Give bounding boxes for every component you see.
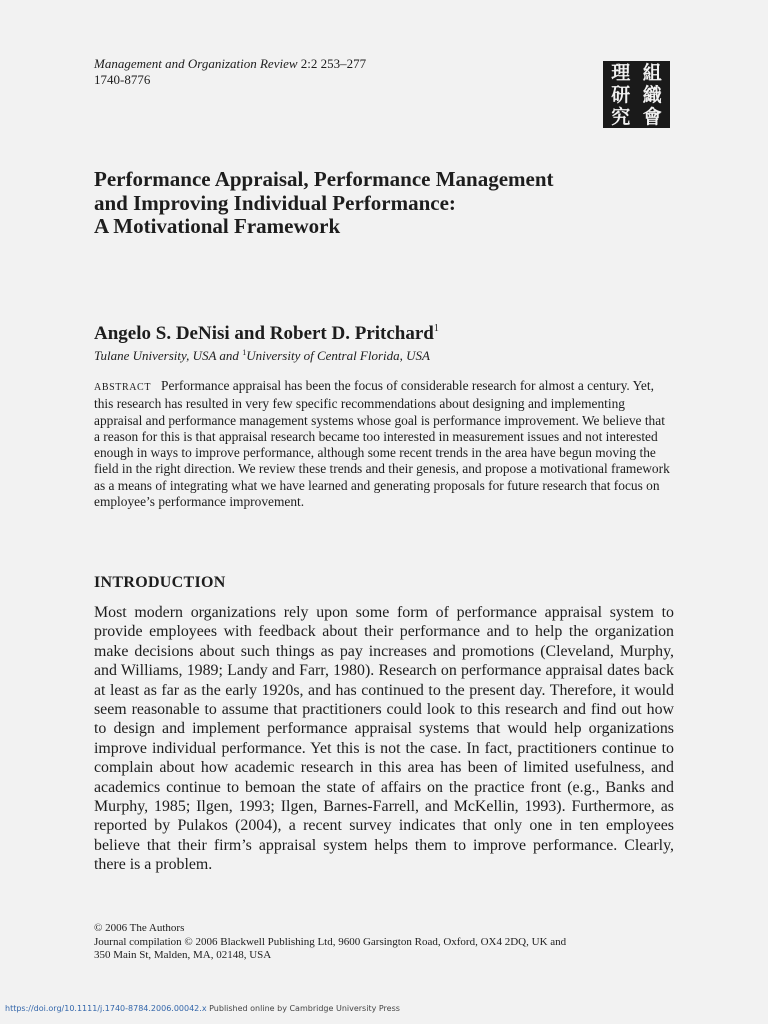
logo-char: 理: [611, 62, 631, 84]
logo-char: 織: [642, 84, 662, 106]
doi-footer: [0, 1003, 768, 1015]
journal-logo: [603, 61, 670, 128]
journal-name: Management and Organization Review: [94, 56, 298, 71]
article-authors: [94, 318, 439, 345]
copyright-line: Journal compilation © 2006 Blackwell Publishing Ltd, 9600 Garsington Road, Oxford, OX4 2DQ, UK and: [94, 935, 567, 948]
logo-char: 會: [642, 106, 662, 128]
copyright-line: 350 Main St, Malden, MA, 02148, USA: [94, 949, 272, 961]
logo-char: 究: [611, 106, 631, 128]
title-line: A Motivational Framework: [94, 214, 341, 238]
article-title: [94, 168, 694, 239]
introduction-paragraph: Most modern organizations rely upon some form of performance appraisal system to provide employees with feedback about their performance and to help the organization make decisions about such things as pay increases and promotions (Cleveland, Murphy, and Williams, 1989; Landy and Farr, 1980). Research on performance appraisal dates back at least as far as the early 1920s, and has continued to the present day. Therefore, it would seem reasonable to assume that practitioners could look to this research and find out how to design and implement performance appraisal systems that would help organizations improve individual performance. Yet this is not the case. In fact, practitioners continue to complain about how academic research in this area has been of limited usefulness, and academics continue to bemoan the state of affairs on the practice front (e.g., Banks and Murphy, 1985; Ilgen, 1993; Ilgen, Barnes-Farrell, and McKellin, 1993). Furthermore, as reported by Pulakos (2004), a recent survey indicates that only one in ten employees believe that their firm’s appraisal system helps them to improve performance. Clearly, there is a problem.: [94, 604, 674, 874]
author-affiliations: [94, 345, 430, 364]
affiliation-first: Tulane University, USA and: [94, 348, 243, 363]
title-line: Performance Appraisal, Performance Management: [94, 167, 554, 191]
journal-volume-pages: 2:2 253–277: [300, 56, 367, 71]
abstract-text: Performance appraisal has been the focus of considerable research for almost a century. Yet, this research has resulted in very few specific recommendations about designing and implementing appraisal and performance management systems whose goal is performance improvement. We believe that a reason for this is that appraisal research became too interested in measurement issues and not interested enough in ways to improve performance, although some recent trends in the area have begun moving the field in the right direction. We review these trends and their genesis, and propose a motivational framework as a means of integrating what we have learned and generating proposals for future research that focus on employee’s performance improvement.: [94, 378, 670, 510]
author-footnote-mark: 1: [433, 323, 439, 334]
journal-issn: 1740-8776: [94, 72, 151, 87]
abstract-label: ABSTRACT: [94, 382, 152, 393]
logo-char: 組: [642, 62, 662, 84]
copyright-notice: [94, 922, 674, 963]
doi-link[interactable]: https://doi.org/10.1111/j.1740-8784.2006.00042.x: [5, 1004, 207, 1013]
abstract: [94, 378, 674, 510]
author-names: Angelo S. DeNisi and Robert D. Pritchard: [94, 323, 434, 344]
section-heading-introduction: INTRODUCTION: [94, 574, 226, 591]
affiliation-second: University of Central Florida, USA: [246, 348, 430, 363]
journal-citation: [94, 56, 366, 72]
published-online-text: Published online by Cambridge University Press: [206, 1004, 400, 1013]
title-line: and Improving Individual Performance:: [94, 190, 456, 215]
affiliation-footnote-mark: 1: [242, 348, 247, 357]
copyright-line: © 2006 The Authors: [94, 922, 185, 934]
logo-char: 研: [611, 84, 631, 106]
